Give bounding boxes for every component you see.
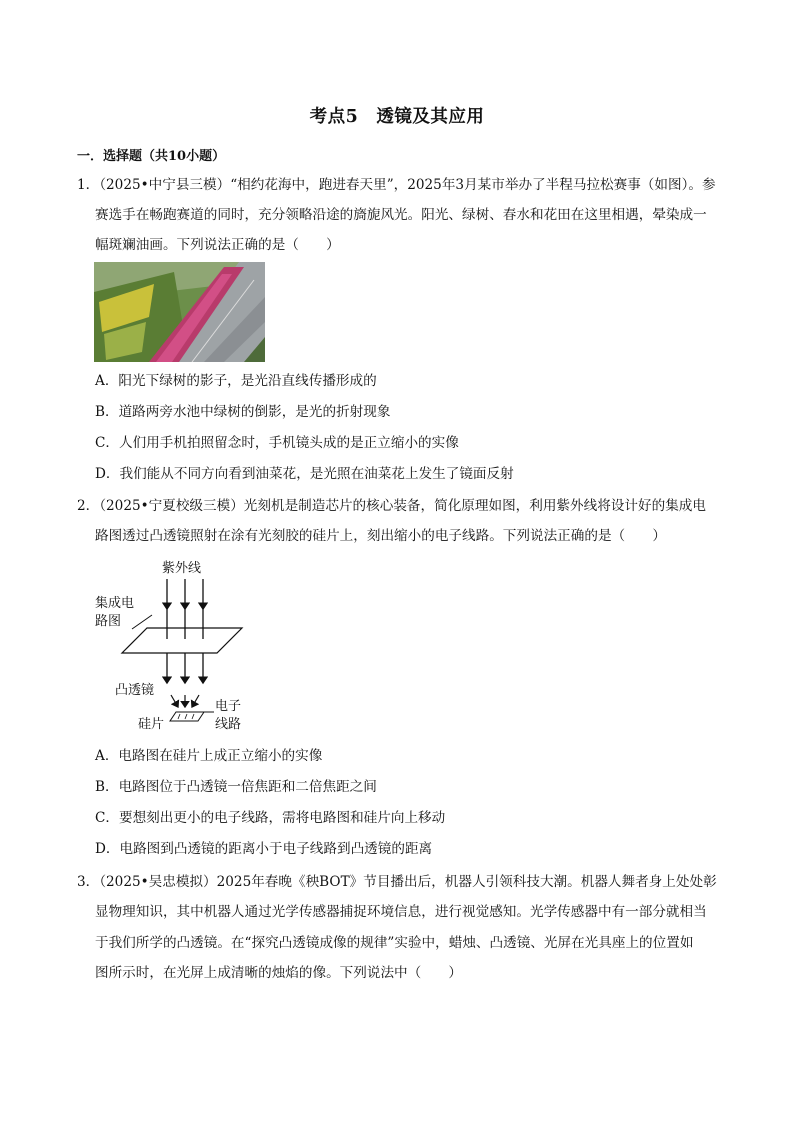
question-3-line-4: 图所示时，在光屏上成清晰的烛焰的像。下列说法中（ ） xyxy=(95,965,463,981)
question-2-option-d: D．电路图到凸透镜的距离小于电子线路到凸透镜的距离 xyxy=(95,841,433,857)
marathon-photo xyxy=(94,262,265,362)
question-1-line-3: 幅斑斓油画。下列说法正确的是（ ） xyxy=(95,237,340,253)
question-2-line-1: 2．（2025•宁夏校级三模）光刻机是制造芯片的核心装备，简化原理如图，利用紫外线将设计好的集成电 xyxy=(77,498,706,514)
question-1-option-d: D．我们能从不同方向看到油菜花，是光照在油菜花上发生了镜面反射 xyxy=(95,466,514,482)
question-2-option-c: C．要想刻出更小的电子线路，需将电路图和硅片向上移动 xyxy=(95,810,446,826)
question-2-line-2: 路图透过凸透镜照射在涂有光刻胶的硅片上，刻出缩小的电子线路。下列说法正确的是（ ） xyxy=(95,528,666,544)
uv-label: 紫外线 xyxy=(162,561,202,576)
question-1-option-c: C．人们用手机拍照留念时，手机镜头成的是正立缩小的实像 xyxy=(95,435,459,451)
question-1-line-1: 1．（2025•中宁县三模）“相约花海中，跑进春天里”，2025年3月某市举办了半程马拉松赛事（如图）。参 xyxy=(77,177,716,193)
question-1-option-a: A．阳光下绿树的影子，是光沿直线传播形成的 xyxy=(95,373,377,389)
circuit-label-line-2: 路图 xyxy=(95,614,122,629)
question-3-line-3: 于我们所学的凸透镜。在“探究凸透镜成像的规律”实验中，蜡烛、凸透镜、光屏在光具座上的位置如 xyxy=(95,935,694,951)
page-title: 考点5 透镜及其应用 xyxy=(309,107,485,127)
question-1-option-b: B．道路两旁水池中绿树的倒影，是光的折射现象 xyxy=(95,404,391,420)
circuit-plane xyxy=(122,628,242,653)
question-3-line-1: 3．（2025•吴忠模拟）2025年春晚《秧BOT》节目播出后，机器人引领科技大潮。机器人舞者身上处处彰 xyxy=(77,874,717,890)
wafer-shape xyxy=(170,712,204,721)
electron-label-line-2: 线路 xyxy=(215,717,242,732)
question-2-option-a: A．电路图在硅片上成正立缩小的实像 xyxy=(95,748,323,764)
question-1-line-2: 赛选手在畅跑赛道的同时，充分领略沿途的旖旎风光。阳光、绿树、春水和花田在这里相遇，晕染成一 xyxy=(95,207,707,223)
question-2-option-b: B．电路图位于凸透镜一倍焦距和二倍焦距之间 xyxy=(95,779,377,795)
wafer-label: 硅片 xyxy=(138,717,165,732)
lens-label: 凸透镜 xyxy=(115,683,155,698)
circuit-label-line-1: 集成电 xyxy=(95,596,135,611)
section-heading: 一．选择题（共10小题） xyxy=(77,149,226,164)
question-3-line-2: 显物理知识，其中机器人通过光学传感器捕捉环境信息，进行视觉感知。光学传感器中有一部分就相当 xyxy=(95,904,707,920)
lithography-diagram xyxy=(90,555,260,737)
electron-label-line-1: 电子 xyxy=(215,699,242,714)
